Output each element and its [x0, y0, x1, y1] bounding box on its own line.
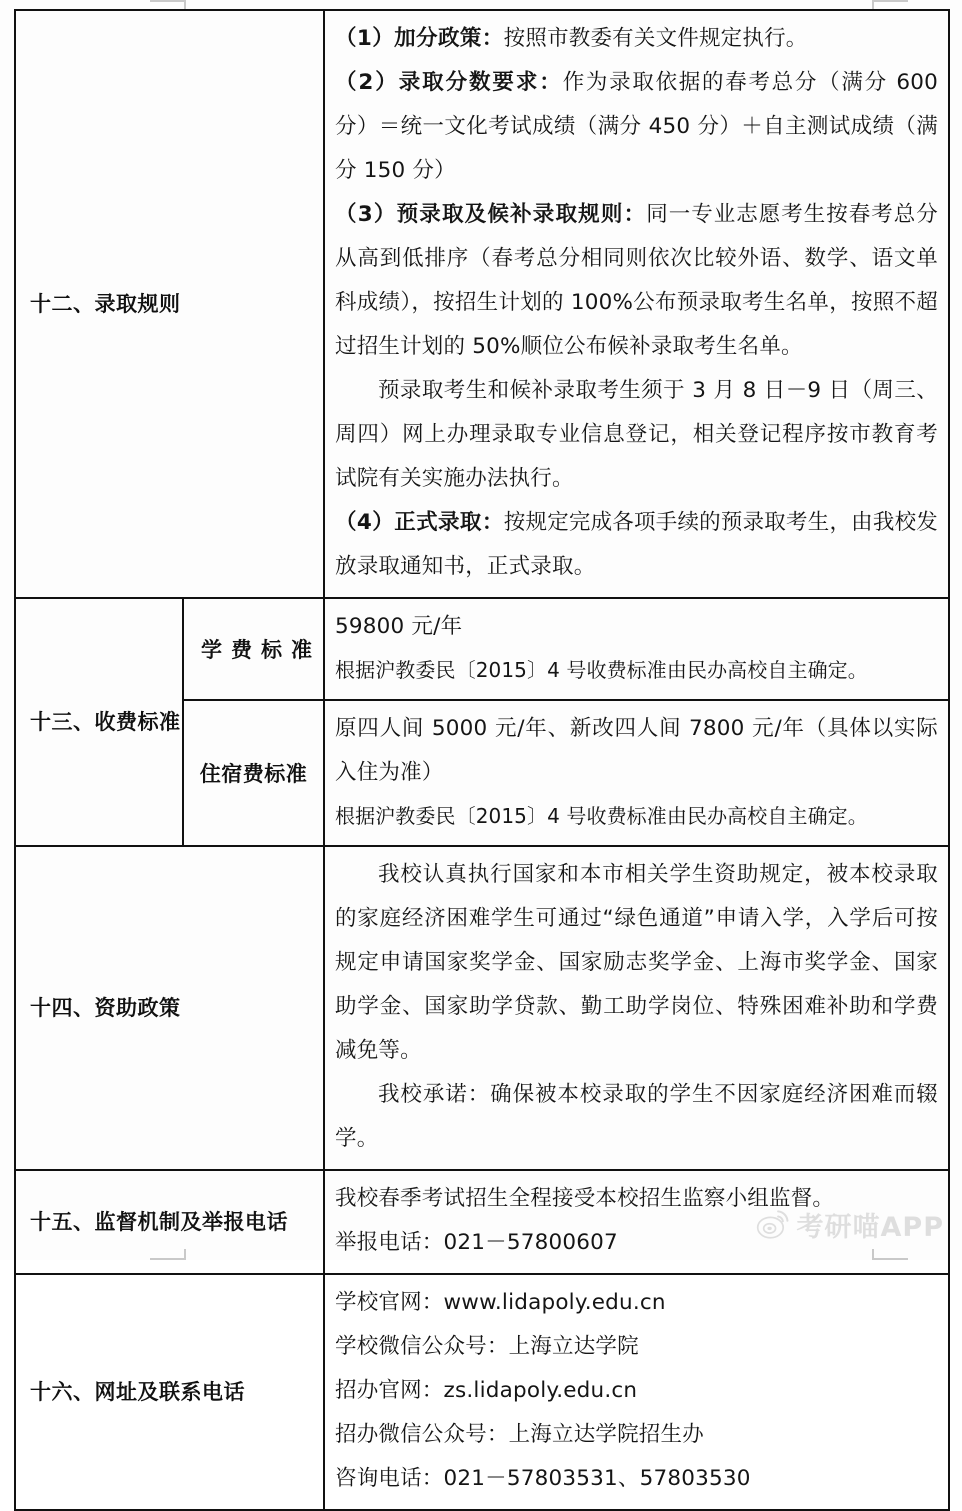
table-row	[15, 1274, 949, 1510]
row-body-accommodation	[324, 700, 949, 846]
row-body-financial-aid	[324, 846, 949, 1170]
watermark-text: 考研喵APP	[796, 1212, 944, 1243]
paragraph	[335, 501, 938, 589]
paragraph-text: 作为录取依据的春考总分（满分 600 分）＝统一文化考试成绩（满分 450 分）＋自主测试成绩（满分 150 分）	[335, 70, 938, 183]
table-row	[15, 846, 949, 1170]
paragraph	[335, 61, 938, 193]
section-label-text: 十四、资助政策	[30, 995, 181, 1020]
row-body-contacts	[324, 1274, 949, 1510]
row-label-supervision	[15, 1170, 324, 1274]
paragraph-text: 同一专业志愿考生按春考总分从高到低排序（春考总分相同则依次比较外语、数学、语文单科成绩），按招生计划的 100%公布预录取考生名单，按照不超过招生计划的 50%顺位公布候补录取考生名单。	[335, 202, 938, 359]
sub-label-text: 住宿费标准	[199, 762, 308, 786]
row-body-supervision	[324, 1170, 949, 1274]
table-row	[15, 1170, 949, 1274]
paragraph-text: 按规定完成各项手续的预录取考生，由我校发放录取通知书，正式录取。	[335, 510, 938, 579]
row-label-fee-standards	[15, 598, 183, 846]
section-label-text: 十二、录取规则	[30, 291, 181, 316]
paragraph-text: 按照市教委有关文件规定执行。	[503, 26, 808, 51]
content-line: 根据沪教委民〔2015〕4 号收费标准由民办高校自主确定。	[335, 804, 868, 828]
paragraph	[335, 17, 938, 61]
sub-label-tuition	[183, 598, 324, 700]
content-line: 原四人间 5000 元/年、新改四人间 7800 元/年（具体以实际入住为准）	[335, 716, 938, 785]
admissions-website-line: 招办官网：zs.lidapoly.edu.cn	[335, 1378, 638, 1403]
content-line: 59800 元/年	[335, 614, 463, 639]
row-label-financial-aid	[15, 846, 324, 1170]
row-label-contacts	[15, 1274, 324, 1510]
table-row	[15, 598, 949, 700]
admission-regulations-table	[14, 9, 950, 1511]
paragraph	[335, 193, 938, 369]
row-body-admission-rules	[324, 10, 949, 598]
report-phone-line: 举报电话：021－57800607	[335, 1230, 618, 1255]
paragraph	[335, 853, 938, 1073]
paragraph-lead: （2）录取分数要求：	[335, 70, 563, 95]
paragraph-lead: （3）预录取及候补录取规则：	[335, 202, 647, 227]
paragraph-lead: （4）正式录取：	[335, 510, 504, 535]
paragraph	[335, 369, 938, 501]
sub-label-text: 学费标准	[201, 638, 321, 662]
paragraph-text: 预录取考生和候补录取考生须于 3 月 8 日－9 日（周三、周四）网上办理录取专业信息登记，相关登记程序按市教育考试院有关实施办法执行。	[335, 378, 938, 491]
paragraph-lead: （1）加分政策：	[335, 26, 504, 51]
content-line: 我校春季考试招生全程接受本校招生监察小组监督。	[335, 1186, 835, 1211]
paragraph-text: 我校承诺：确保被本校录取的学生不因家庭经济困难而辍学。	[335, 1082, 938, 1151]
section-label-text: 十三、收费标准	[30, 709, 181, 734]
section-label-text: 十六、网址及联系电话	[30, 1379, 245, 1404]
row-body-tuition	[324, 598, 949, 700]
section-label-text: 十五、监督机制及举报电话	[30, 1209, 288, 1234]
consult-phone-line: 咨询电话：021－57803531、57803530	[335, 1466, 751, 1491]
school-website-line: 学校官网：www.lidapoly.edu.cn	[335, 1290, 666, 1315]
content-line: 根据沪教委民〔2015〕4 号收费标准由民办高校自主确定。	[335, 658, 868, 682]
table-row	[15, 10, 949, 598]
admissions-wechat-line: 招办微信公众号：上海立达学院招生办	[335, 1422, 704, 1447]
school-wechat-line: 学校微信公众号：上海立达学院	[335, 1334, 639, 1359]
paragraph	[335, 1073, 938, 1161]
sub-label-accommodation	[183, 700, 324, 846]
paragraph-text: 我校认真执行国家和本市相关学生资助规定，被本校录取的家庭经济困难学生可通过“绿色通道”申请入学，入学后可按规定申请国家奖学金、国家励志奖学金、上海市奖学金、国家助学金、国家助学贷款、勤工助学岗位、特殊困难补助和学费减免等。	[335, 862, 938, 1063]
row-label-admission-rules	[15, 10, 324, 598]
